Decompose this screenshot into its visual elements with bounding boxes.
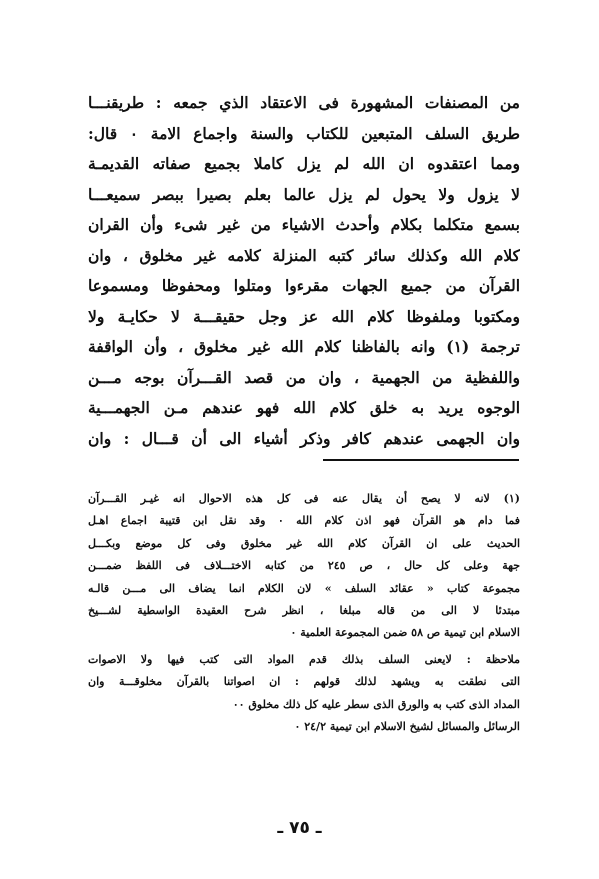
body-line: كلام الله وكذلك سائر كتبه المنزلة كلامه غير مخلوق ، وان	[88, 245, 520, 265]
body-line: طريق السلف المتبعين للكتاب والسنة واجماع الامة ٠ قال:	[88, 123, 520, 143]
body-line: واللفظية من الجهمية ، وان من قصد القـــرآن بوجه مـــن	[88, 367, 520, 387]
footnotes-block	[88, 488, 520, 738]
footnote-line: مجموعة كتاب « عقائد السلف » لان الكلام انما يضاف الى مـــن قالـه	[88, 581, 520, 595]
footnote-divider	[323, 459, 519, 461]
body-line: القرآن من جميع الجهات مقرءوا ومتلوا ومحفوظا ومسموعا	[88, 276, 520, 295]
note-line: الرسائل والمسائل لشيخ الاسلام ابن تيمية ٢٤/٢ ٠	[294, 719, 520, 733]
note-line: ملاحظة : لايعنى السلف بذلك قدم المواد التى كتب فيها ولا الاصوات	[88, 652, 520, 666]
footnote-line: الحديث على ان القرآن كلام الله غير مخلوق وفى كل موضع وبكـــل	[88, 536, 520, 550]
note-line: المداد الذى كتب به والورق الذى سطر عليه كل ذلك مخلوق ٠٠	[232, 697, 520, 711]
note-line: التى نطقت به ويشهد لذلك قولهم : ان اصواتنا بالقرآن مخلوقـــة وان	[88, 675, 520, 689]
footnote-line: مبتدئا لا الى من قاله مبلغا ، انظر شرح العقيدة الواسطية لشـــيخ	[88, 603, 520, 617]
body-line: ترجمة (١) وانه بالفاظنا كلام الله غير مخلوق ، وأن الواقفة	[88, 337, 520, 356]
footnote-line: (١) لانه لا يصح أن يقال عنه فى كل هذه الاحوال انه غيـر القـــرآن	[88, 492, 520, 505]
body-line: وان الجهمى عندهم كافر وذكر أشياء الى أن قـــال : وان	[88, 428, 520, 448]
footnote-line: فما دام هو القرآن فهو اذن كلام الله ٠ وقد نقل ابن قتيبة اجماع اهـل	[88, 514, 520, 528]
body-line: ومكتوبا وملفوظا كلام الله عز وجل حقيقـــة لا حكايـة ولا	[88, 306, 520, 326]
body-line: الوجوه يريد به خلق كلام الله فهو عندهم مـن الجهمـــية	[88, 398, 520, 417]
body-line: لا يزول ولا يحول لم يزل عالما بعلم بصيرا ببصر سميعـــا	[88, 184, 520, 204]
page-number: ـ ٧٥ ـ	[277, 818, 322, 838]
body-line: ومما اعتقدوه ان الله لم يزل كاملا بجميع صفاته القديمـة	[88, 154, 520, 173]
body-line: بسمع متكلما بكلام وأحدث الاشياء من غير شىء وأن القران	[88, 215, 520, 234]
main-text-block	[88, 88, 520, 454]
footnote-line: الاسلام ابن تيمية ص ٥٨ ضمن المجموعة العلمية ٠	[290, 626, 520, 640]
footnote-line: جهة وعلى كل حال ، ص ٢٤٥ من كتابه الاختـــلاف فى اللفظ ضمـــن	[88, 559, 520, 573]
body-line: من المصنفات المشهورة فى الاعتقاد الذي جمعه : طريقنـــا	[88, 93, 520, 112]
